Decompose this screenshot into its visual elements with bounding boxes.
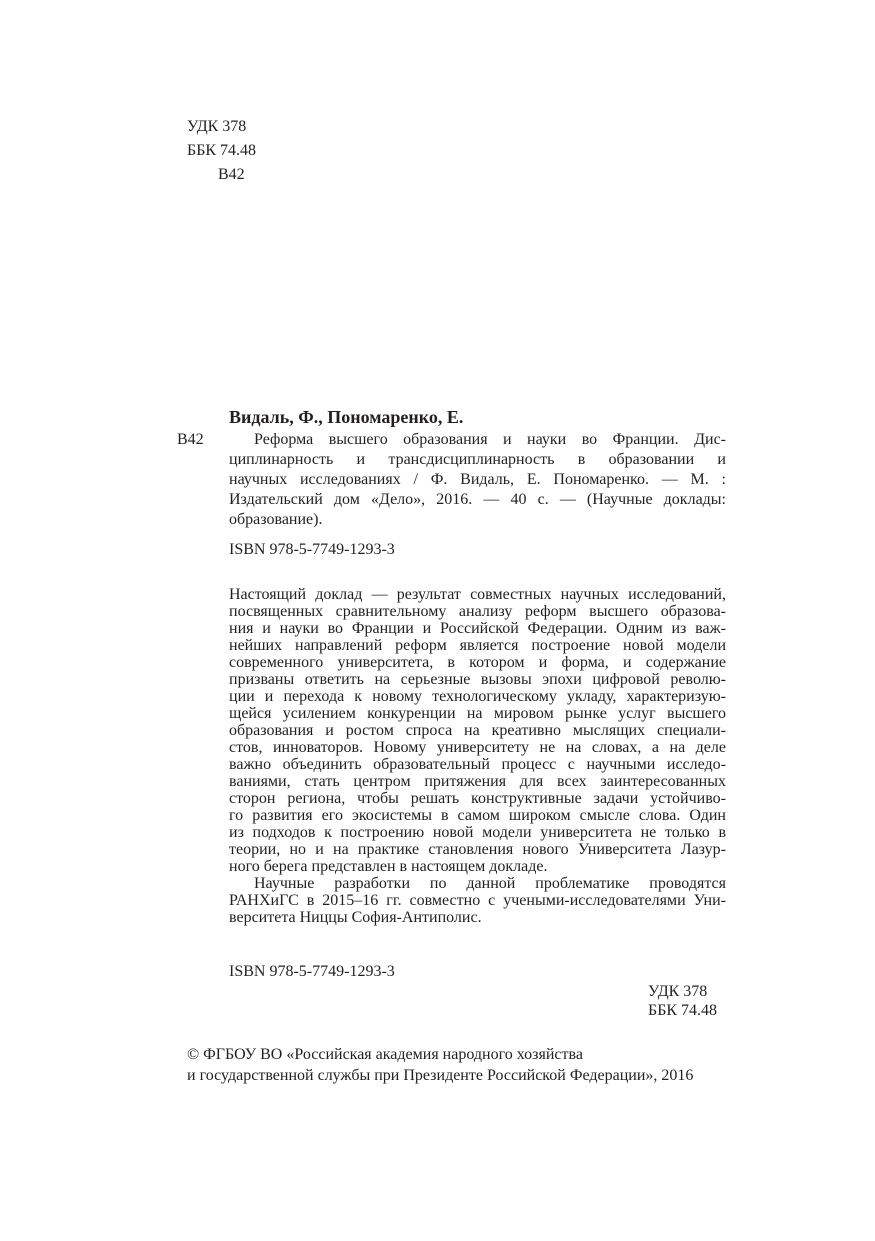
abstract-line: стов, инноваторов. Новому университету не на словах, а на деле xyxy=(229,739,726,756)
authors-heading: Видаль, Ф., Пономаренко, Е. xyxy=(229,407,464,427)
abstract-line: сторон региона, чтобы решать конструктивные задачи устойчиво- xyxy=(229,790,726,807)
abstract-line: из подходов к построению новой модели университета не только в xyxy=(229,824,726,841)
abstract-line: Настоящий доклад — результат совместных научных исследований, xyxy=(229,586,726,603)
abstract-line: теории, но и на практике становления нового Университета Лазур- xyxy=(229,841,726,858)
abstract-line: призваны ответить на серьезные вызовы эпохи цифровой револю- xyxy=(229,671,726,688)
copyright-line-1: © ФГБОУ ВО «Российская академия народного хозяйства xyxy=(187,1046,583,1063)
author-mark-top: В42 xyxy=(218,166,245,183)
author-mark: В42 xyxy=(177,431,204,448)
abstract-line: РАНХиГС в 2015–16 гг. совместно с учеными-исследователями Уни- xyxy=(229,892,726,909)
abstract-line: важно объединить образовательный процесс с научными исследо- xyxy=(229,756,726,773)
abstract-line: го развития его экосистемы в самом широком смысле слова. Один xyxy=(229,807,726,824)
abstract-line: ции и перехода к новому технологическому укладу, характеризую- xyxy=(229,688,726,705)
citation-line: научных исследованиях / Ф. Видаль, Е. Пономаренко. — М. : xyxy=(229,471,726,488)
udk-code-bottom: УДК 378 xyxy=(648,983,708,1000)
abstract-line: образования и ростом спроса на креативно мыслящих специали- xyxy=(229,722,726,739)
abstract-line: современного университета, в котором и форма, и содержание xyxy=(229,654,726,671)
abstract-line: верситета Ниццы София-Антиполис. xyxy=(229,909,482,926)
citation-line: Издательский дом «Дело», 2016. — 40 с. — (Научные доклады: xyxy=(229,491,726,508)
isbn: ISBN 978-5-7749-1293-3 xyxy=(229,541,395,558)
abstract-line: щейся усилением конкуренции на мировом рынке услуг высшего xyxy=(229,705,726,722)
udk-code-top: УДК 378 xyxy=(187,118,247,135)
isbn-bottom: ISBN 978-5-7749-1293-3 xyxy=(229,963,395,980)
abstract-line: ваниями, стать центром притяжения для всех заинтересованных xyxy=(229,773,726,790)
abstract-line: посвященных сравнительному анализу реформ высшего образова- xyxy=(229,603,726,620)
citation-line: циплинарность и трансдисциплинарность в образовании и xyxy=(229,451,726,468)
abstract-line: ного берега представлен в настоящем докладе. xyxy=(229,858,548,875)
abstract-line: ния и науки во Франции и Российской Федерации. Одним из важ- xyxy=(229,620,726,637)
bbk-code-bottom: ББК 74.48 xyxy=(648,1002,718,1019)
citation-line: образование). xyxy=(229,511,323,528)
abstract-line: нейших направлений реформ является построение новой модели xyxy=(229,637,726,654)
abstract xyxy=(229,586,726,926)
abstract-line: Научные разработки по данной проблематике проводятся xyxy=(254,875,726,892)
citation xyxy=(229,430,726,530)
citation-line: Реформа высшего образования и науки во Франции. Дис- xyxy=(254,431,726,448)
copyright-line-2: и государственной службы при Президенте Российской Федерации», 2016 xyxy=(187,1067,694,1084)
bbk-code-top: ББК 74.48 xyxy=(187,142,257,159)
